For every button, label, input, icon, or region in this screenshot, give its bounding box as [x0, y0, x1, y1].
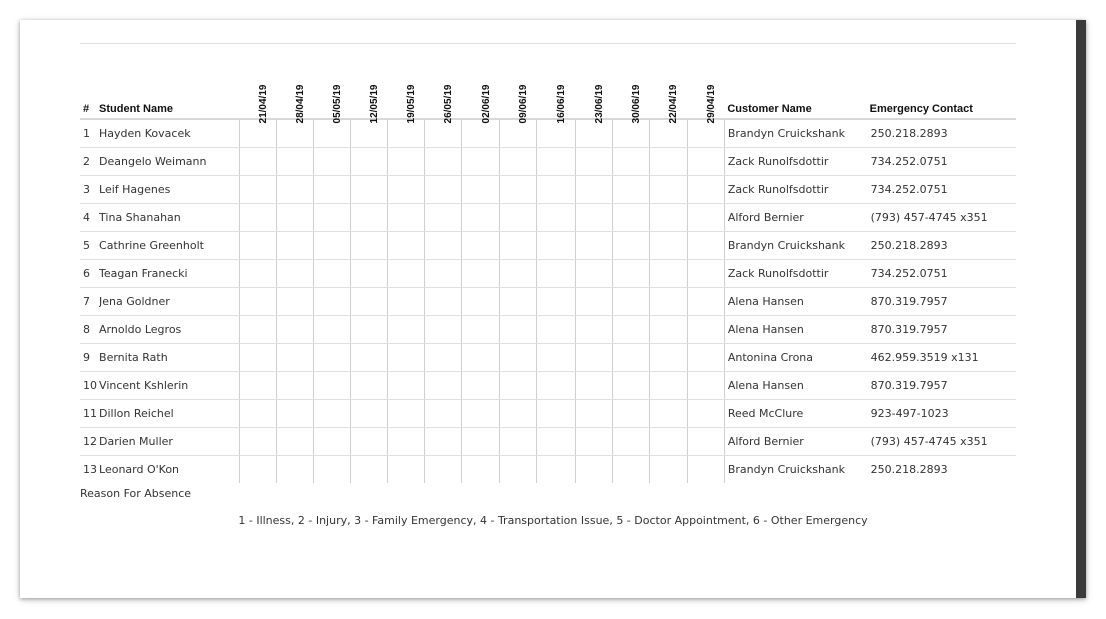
- col-header-student-name: Student Name: [99, 44, 239, 119]
- attendance-cell[interactable]: [649, 456, 687, 484]
- student-name: Tina Shanahan: [99, 204, 239, 232]
- emergency-contact: 462.959.3519 x131: [870, 344, 1016, 372]
- attendance-cell[interactable]: [649, 316, 687, 344]
- attendance-cell[interactable]: [612, 456, 649, 484]
- attendance-cell[interactable]: [612, 316, 649, 344]
- attendance-cell[interactable]: [388, 456, 425, 484]
- date-label: 30/06/19: [630, 84, 642, 124]
- student-name: Vincent Kshlerin: [99, 372, 239, 400]
- attendance-cell[interactable]: [687, 316, 724, 344]
- attendance-cell[interactable]: [425, 288, 462, 316]
- attendance-cell[interactable]: [425, 204, 462, 232]
- col-header-date: [276, 44, 313, 124]
- attendance-cell[interactable]: [351, 316, 388, 344]
- student-name: Cathrine Greenholt: [99, 232, 239, 260]
- customer-name: Alena Hansen: [724, 288, 869, 316]
- attendance-cell[interactable]: [500, 316, 537, 344]
- date-label: 19/05/19: [406, 84, 418, 124]
- emergency-contact: 250.218.2893: [870, 463, 948, 476]
- attendance-cell[interactable]: [537, 400, 575, 428]
- emergency-contact: 250.218.2893: [870, 232, 1016, 260]
- emergency-contact: 250.218.2893: [870, 119, 1016, 148]
- col-header-date: [612, 44, 649, 124]
- date-label: 02/06/19: [480, 84, 492, 124]
- attendance-cell[interactable]: [575, 204, 612, 232]
- attendance-cell[interactable]: [575, 176, 612, 204]
- attendance-cell[interactable]: [239, 400, 276, 428]
- attendance-cell[interactable]: [313, 344, 350, 372]
- table-body: [80, 119, 1016, 483]
- row-number: 3: [80, 176, 99, 204]
- col-header-date: [462, 44, 500, 124]
- attendance-cell[interactable]: [462, 204, 500, 232]
- attendance-cell[interactable]: [687, 148, 724, 176]
- emergency-contact: 870.319.7957: [870, 316, 1016, 344]
- attendance-cell[interactable]: [276, 344, 313, 372]
- attendance-cell[interactable]: [351, 428, 388, 456]
- customer-name: Zack Runolfsdottir: [724, 176, 869, 204]
- col-header-date: [388, 44, 425, 124]
- attendance-cell[interactable]: [537, 176, 575, 204]
- customer-name: Antonina Crona: [724, 344, 869, 372]
- attendance-cell[interactable]: [500, 372, 537, 400]
- attendance-cell[interactable]: [313, 260, 350, 288]
- attendance-cell[interactable]: [612, 176, 649, 204]
- attendance-cell[interactable]: [313, 456, 350, 484]
- col-header-date: [351, 44, 388, 124]
- attendance-cell[interactable]: [313, 316, 350, 344]
- attendance-cell[interactable]: [500, 148, 537, 176]
- emergency-contact: (793) 457-4745 x351: [870, 204, 1016, 232]
- col-header-number: #: [80, 44, 99, 119]
- date-label: 22/04/19: [668, 84, 680, 124]
- attendance-cell[interactable]: [276, 288, 313, 316]
- student-name: Teagan Franecki: [99, 260, 239, 288]
- date-label: 16/06/19: [555, 84, 567, 124]
- attendance-cell[interactable]: [388, 372, 425, 400]
- attendance-cell[interactable]: [462, 232, 500, 260]
- attendance-cell[interactable]: [276, 232, 313, 260]
- attendance-cell[interactable]: [239, 260, 276, 288]
- row-number: 5: [80, 232, 99, 260]
- attendance-cell[interactable]: [388, 316, 425, 344]
- customer-name: Brandyn Cruickshank: [724, 456, 869, 484]
- attendance-cell[interactable]: [462, 288, 500, 316]
- customer-name: Zack Runolfsdottir: [724, 148, 869, 176]
- attendance-cell[interactable]: [462, 344, 500, 372]
- customer-name: Brandyn Cruickshank: [724, 232, 869, 260]
- attendance-cell[interactable]: [313, 428, 350, 456]
- attendance-cell[interactable]: [425, 456, 462, 484]
- attendance-cell[interactable]: [313, 176, 350, 204]
- attendance-cell[interactable]: [687, 260, 724, 288]
- customer-name: Brandyn Cruickshank: [724, 119, 869, 148]
- attendance-cell[interactable]: [462, 372, 500, 400]
- attendance-cell[interactable]: [425, 260, 462, 288]
- student-name: Dillon Reichel: [99, 400, 239, 428]
- emergency-contact: 870.319.7957: [870, 372, 1016, 400]
- attendance-cell[interactable]: [276, 316, 313, 344]
- col-header-date: [575, 44, 612, 124]
- attendance-cell[interactable]: [425, 400, 462, 428]
- attendance-cell[interactable]: [351, 204, 388, 232]
- emergency-contact: 734.252.0751: [870, 176, 1016, 204]
- customer-name: Alena Hansen: [724, 316, 869, 344]
- attendance-cell[interactable]: [537, 456, 575, 484]
- attendance-cell[interactable]: [575, 288, 612, 316]
- date-label: 23/06/19: [593, 84, 605, 124]
- attendance-cell[interactable]: [537, 260, 575, 288]
- attendance-cell[interactable]: [425, 344, 462, 372]
- attendance-cell[interactable]: [575, 316, 612, 344]
- attendance-cell[interactable]: [276, 428, 313, 456]
- attendance-cell[interactable]: [537, 232, 575, 260]
- customer-name: Zack Runolfsdottir: [724, 260, 869, 288]
- table-row: [80, 428, 1016, 456]
- attendance-cell[interactable]: [649, 288, 687, 316]
- customer-name: Alford Bernier: [724, 428, 869, 456]
- attendance-cell[interactable]: [276, 204, 313, 232]
- attendance-cell[interactable]: [351, 288, 388, 316]
- table-row: [80, 288, 1016, 316]
- student-name: Arnoldo Legros: [99, 316, 239, 344]
- attendance-cell[interactable]: [649, 400, 687, 428]
- col-header-date: [239, 44, 276, 124]
- attendance-cell[interactable]: [313, 288, 350, 316]
- attendance-table: [80, 44, 1016, 483]
- emergency-contact: 734.252.0751: [870, 148, 1016, 176]
- attendance-cell[interactable]: [239, 428, 276, 456]
- attendance-cell[interactable]: [425, 428, 462, 456]
- date-label: 12/05/19: [369, 84, 381, 124]
- row-number: 2: [80, 148, 99, 176]
- absence-legend-title: Reason For Absence: [80, 487, 192, 500]
- table-row: [80, 204, 1016, 232]
- student-name: Bernita Rath: [99, 344, 239, 372]
- attendance-cell[interactable]: [351, 232, 388, 260]
- attendance-cell[interactable]: [649, 204, 687, 232]
- vertical-scrollbar[interactable]: [1076, 20, 1086, 598]
- attendance-cell[interactable]: [239, 204, 276, 232]
- date-label: 28/04/19: [294, 84, 306, 124]
- attendance-cell[interactable]: [612, 428, 649, 456]
- attendance-cell[interactable]: [649, 176, 687, 204]
- attendance-cell[interactable]: [239, 232, 276, 260]
- attendance-cell[interactable]: [575, 260, 612, 288]
- table-row: [80, 176, 1016, 204]
- emergency-contact: (793) 457-4745 x351: [870, 428, 1016, 456]
- attendance-cell[interactable]: [351, 400, 388, 428]
- attendance-cell[interactable]: [687, 372, 724, 400]
- attendance-cell[interactable]: [649, 148, 687, 176]
- attendance-cell[interactable]: [276, 260, 313, 288]
- attendance-cell[interactable]: [425, 316, 462, 344]
- attendance-cell[interactable]: [537, 288, 575, 316]
- attendance-cell[interactable]: [313, 204, 350, 232]
- attendance-cell[interactable]: [500, 428, 537, 456]
- attendance-cell[interactable]: [425, 372, 462, 400]
- customer-name: Reed McClure: [724, 400, 869, 428]
- attendance-cell[interactable]: [575, 428, 612, 456]
- table-row: [80, 456, 1016, 484]
- row-number: 11: [80, 400, 99, 428]
- table-row: [80, 316, 1016, 344]
- attendance-cell[interactable]: [687, 232, 724, 260]
- date-label: 05/05/19: [332, 84, 344, 124]
- attendance-cell[interactable]: [276, 456, 313, 484]
- date-label: 09/06/19: [518, 84, 530, 124]
- attendance-cell[interactable]: [462, 260, 500, 288]
- attendance-cell[interactable]: [537, 204, 575, 232]
- attendance-cell[interactable]: [351, 148, 388, 176]
- attendance-cell[interactable]: [612, 148, 649, 176]
- attendance-cell[interactable]: [351, 344, 388, 372]
- attendance-cell[interactable]: [687, 204, 724, 232]
- attendance-cell[interactable]: [537, 344, 575, 372]
- attendance-cell[interactable]: [239, 148, 276, 176]
- attendance-cell[interactable]: [612, 232, 649, 260]
- attendance-cell[interactable]: [612, 288, 649, 316]
- attendance-cell[interactable]: [612, 260, 649, 288]
- attendance-cell[interactable]: [388, 232, 425, 260]
- attendance-cell[interactable]: [575, 232, 612, 260]
- col-header-date: [425, 44, 462, 124]
- student-name: Deangelo Weimann: [99, 148, 239, 176]
- date-label: 26/05/19: [443, 84, 455, 124]
- attendance-cell[interactable]: [649, 232, 687, 260]
- emergency-contact: 870.319.7957: [870, 288, 1016, 316]
- attendance-cell[interactable]: [537, 148, 575, 176]
- student-name: Jena Goldner: [99, 288, 239, 316]
- col-header-customer-name: Customer Name: [724, 44, 869, 119]
- table-row: [80, 148, 1016, 176]
- attendance-cell[interactable]: [687, 344, 724, 372]
- attendance-cell[interactable]: [687, 428, 724, 456]
- table-header-row: [80, 44, 1016, 119]
- customer-name: Alena Hansen: [724, 372, 869, 400]
- attendance-cell[interactable]: [425, 176, 462, 204]
- attendance-cell[interactable]: [388, 288, 425, 316]
- col-header-date: [313, 44, 350, 124]
- attendance-cell[interactable]: [313, 400, 350, 428]
- attendance-cell[interactable]: [649, 344, 687, 372]
- attendance-cell[interactable]: [276, 148, 313, 176]
- attendance-cell[interactable]: [351, 456, 388, 484]
- row-number: 4: [80, 204, 99, 232]
- row-number: 13: [83, 463, 97, 476]
- attendance-cell[interactable]: [239, 456, 276, 484]
- attendance-cell[interactable]: [388, 400, 425, 428]
- attendance-cell[interactable]: [575, 148, 612, 176]
- attendance-cell[interactable]: [575, 456, 612, 484]
- attendance-cell[interactable]: [687, 456, 724, 484]
- attendance-cell[interactable]: [575, 344, 612, 372]
- attendance-cell[interactable]: [351, 372, 388, 400]
- attendance-cell[interactable]: [537, 428, 575, 456]
- attendance-cell[interactable]: [612, 372, 649, 400]
- row-number: 6: [80, 260, 99, 288]
- attendance-cell[interactable]: [425, 148, 462, 176]
- attendance-cell[interactable]: [313, 148, 350, 176]
- attendance-cell[interactable]: [462, 176, 500, 204]
- attendance-cell[interactable]: [687, 288, 724, 316]
- attendance-cell[interactable]: [276, 372, 313, 400]
- attendance-cell[interactable]: [462, 428, 500, 456]
- row-number: 7: [80, 288, 99, 316]
- row-number: 12: [80, 428, 99, 456]
- student-name: Leif Hagenes: [99, 176, 239, 204]
- table-row: [80, 232, 1016, 260]
- attendance-cell[interactable]: [500, 176, 537, 204]
- attendance-cell[interactable]: [612, 204, 649, 232]
- row-number: 10: [80, 372, 99, 400]
- attendance-cell[interactable]: [239, 288, 276, 316]
- attendance-cell[interactable]: [612, 344, 649, 372]
- row-number: 8: [80, 316, 99, 344]
- table-row: [80, 260, 1016, 288]
- attendance-cell[interactable]: [500, 456, 537, 484]
- student-name: Darien Muller: [99, 428, 239, 456]
- attendance-cell[interactable]: [500, 204, 537, 232]
- table-row: [80, 372, 1016, 400]
- attendance-cell[interactable]: [351, 260, 388, 288]
- attendance-cell[interactable]: [388, 260, 425, 288]
- attendance-cell[interactable]: [388, 204, 425, 232]
- attendance-cell[interactable]: [537, 372, 575, 400]
- table-row: [80, 119, 1016, 148]
- row-number: 9: [80, 344, 99, 372]
- emergency-contact: 923-497-1023: [870, 400, 1016, 428]
- attendance-cell[interactable]: [649, 372, 687, 400]
- attendance-cell[interactable]: [500, 344, 537, 372]
- attendance-cell[interactable]: [276, 400, 313, 428]
- attendance-cell[interactable]: [388, 428, 425, 456]
- date-label: 21/04/19: [257, 84, 269, 124]
- attendance-cell[interactable]: [612, 400, 649, 428]
- attendance-cell[interactable]: [462, 316, 500, 344]
- attendance-cell[interactable]: [500, 260, 537, 288]
- attendance-cell[interactable]: [462, 456, 500, 484]
- attendance-cell[interactable]: [649, 428, 687, 456]
- attendance-cell[interactable]: [276, 176, 313, 204]
- attendance-cell[interactable]: [313, 372, 350, 400]
- row-number: 1: [80, 119, 99, 148]
- col-header-date: [687, 44, 724, 124]
- attendance-cell[interactable]: [388, 344, 425, 372]
- table-row: [80, 344, 1016, 372]
- student-name: Leonard O'Kon: [99, 463, 180, 476]
- attendance-cell[interactable]: [687, 176, 724, 204]
- attendance-cell[interactable]: [649, 260, 687, 288]
- attendance-cell[interactable]: [500, 288, 537, 316]
- attendance-cell[interactable]: [239, 316, 276, 344]
- attendance-cell[interactable]: [388, 148, 425, 176]
- attendance-cell[interactable]: [313, 232, 350, 260]
- attendance-cell[interactable]: [537, 316, 575, 344]
- attendance-cell[interactable]: [462, 148, 500, 176]
- emergency-contact: 734.252.0751: [870, 260, 1016, 288]
- attendance-cell[interactable]: [239, 372, 276, 400]
- attendance-cell[interactable]: [239, 344, 276, 372]
- col-header-date: [537, 44, 575, 124]
- col-header-emergency-contact: Emergency Contact: [870, 44, 1016, 119]
- attendance-cell[interactable]: [575, 400, 612, 428]
- attendance-cell[interactable]: [239, 176, 276, 204]
- attendance-cell[interactable]: [388, 176, 425, 204]
- date-label: 29/04/19: [705, 84, 717, 124]
- attendance-cell[interactable]: [500, 232, 537, 260]
- col-header-date: [500, 44, 537, 124]
- absence-reason-codes: 1 - Illness, 2 - Injury, 3 - Family Emergency, 4 - Transportation Issue, 5 - Doctor Appointment, 6 - Other Emergency: [238, 514, 868, 527]
- student-name: Hayden Kovacek: [99, 119, 239, 148]
- customer-name: Alford Bernier: [724, 204, 869, 232]
- attendance-cell[interactable]: [425, 232, 462, 260]
- attendance-cell[interactable]: [462, 400, 500, 428]
- attendance-cell[interactable]: [575, 372, 612, 400]
- attendance-sheet-page: [20, 20, 1086, 598]
- attendance-cell[interactable]: [500, 400, 537, 428]
- table-row: [80, 400, 1016, 428]
- col-header-date: [649, 44, 687, 124]
- attendance-cell[interactable]: [351, 176, 388, 204]
- attendance-cell[interactable]: [687, 400, 724, 428]
